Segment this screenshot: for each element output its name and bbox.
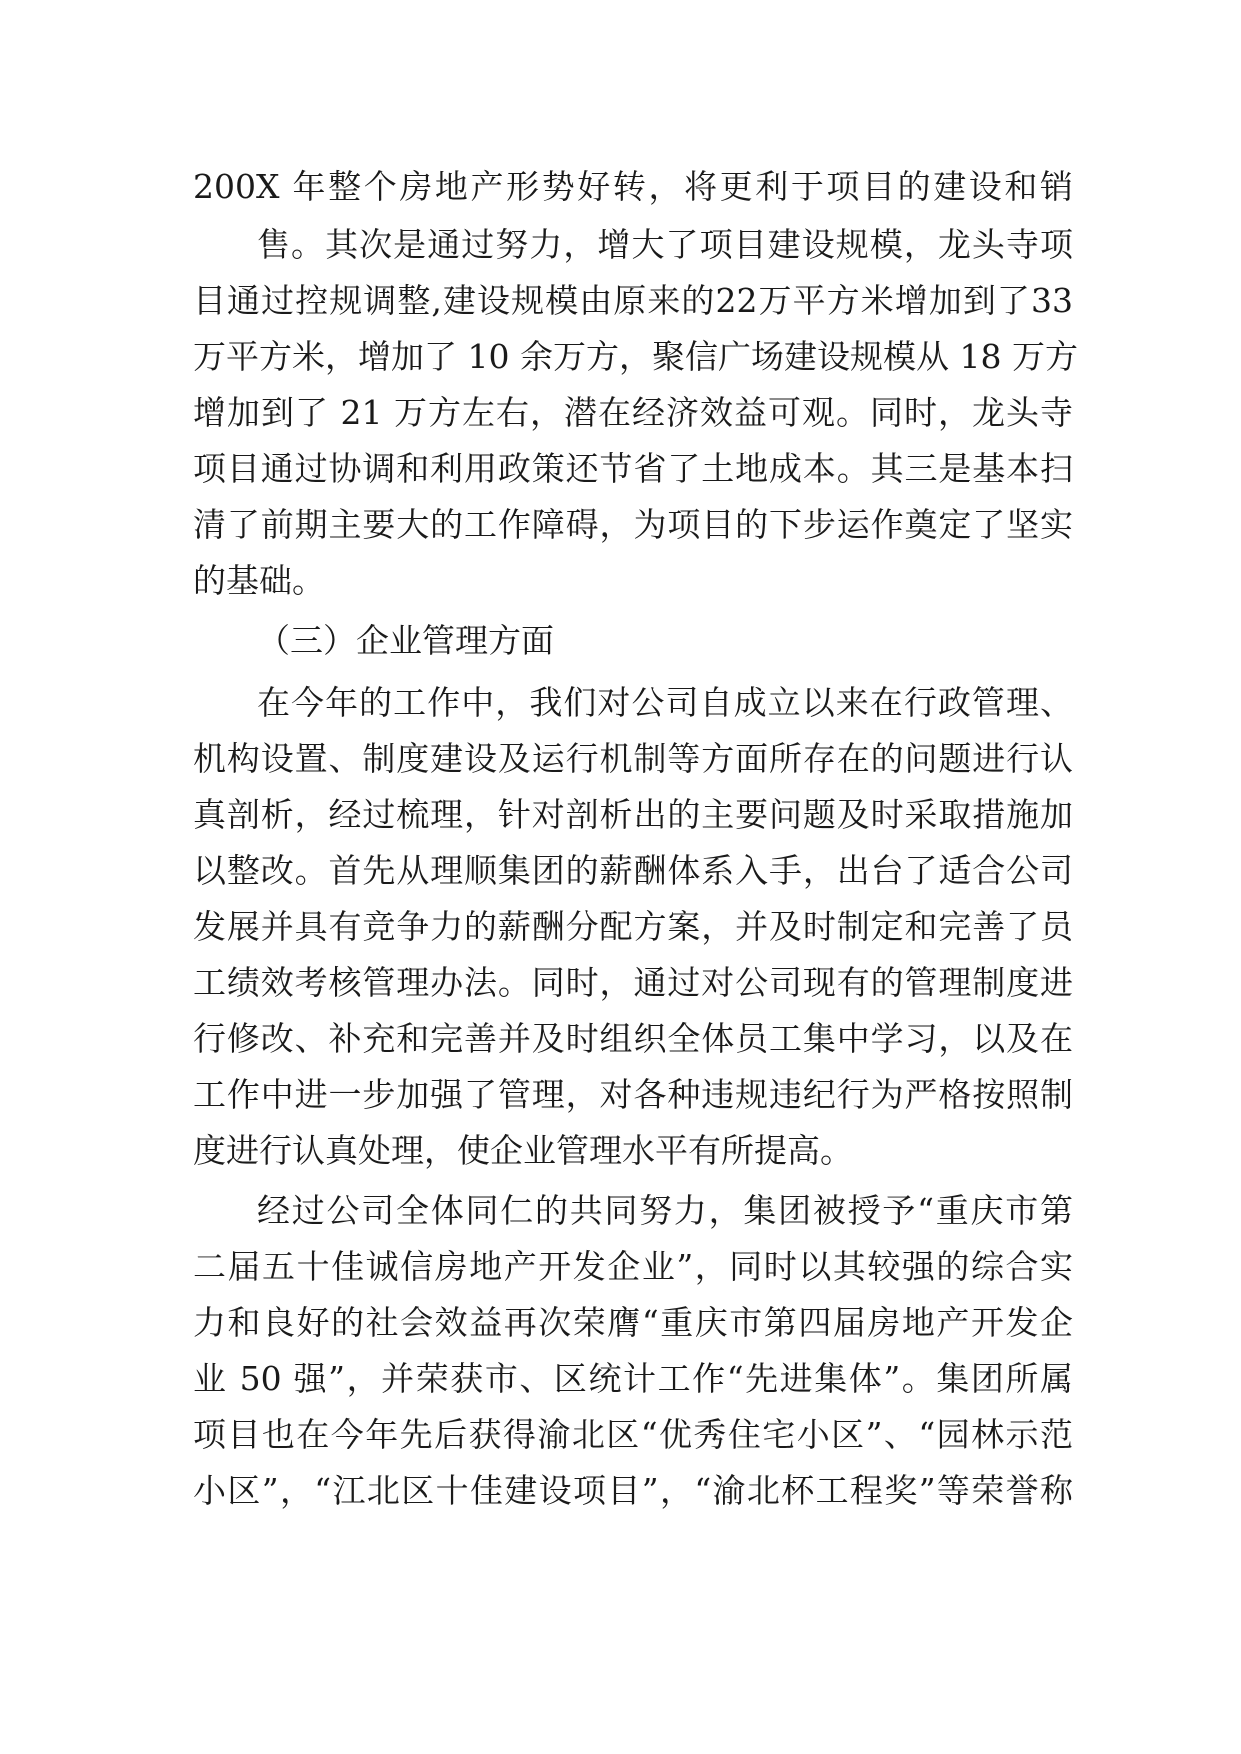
paragraph-line: 经过公司全体同仁的共同努力，集团被授予“重庆市第 bbox=[257, 1191, 1073, 1230]
paragraph-line: 项目通过协调和利用政策还节省了土地成本。其三是基本扫 bbox=[193, 449, 1073, 488]
paragraph-line: 增加到了 21 万方左右，潜在经济效益可观。同时，龙头寺 bbox=[193, 393, 1073, 432]
paragraph-line: 业 50 强”，并荣获市、区统计工作“先进集体”。集团所属 bbox=[193, 1359, 1073, 1398]
paragraph-line: 真剖析，经过梳理，针对剖析出的主要问题及时采取措施加 bbox=[193, 795, 1073, 834]
paragraph-line: 机构设置、制度建设及运行机制等方面所存在的问题进行认 bbox=[193, 739, 1073, 778]
paragraph-line: 小区”，“江北区十佳建设项目”，“渝北杯工程奖”等荣誉称 bbox=[193, 1471, 1073, 1510]
paragraph-line: 的基础。 bbox=[193, 561, 325, 600]
paragraph-line: 售。其次是通过努力，增大了项目建设规模，龙头寺项 bbox=[257, 225, 1073, 264]
paragraph-line: 以整改。首先从理顺集团的薪酬体系入手，出台了适合公司 bbox=[193, 851, 1073, 890]
paragraph-line: 清了前期主要大的工作障碍，为项目的下步运作奠定了坚实 bbox=[193, 505, 1073, 544]
paragraph-line: 度进行认真处理，使企业管理水平有所提高。 bbox=[193, 1131, 853, 1170]
paragraph-line: 200X 年整个房地产形势好转，将更利于项目的建设和销 bbox=[193, 167, 1073, 206]
paragraph-line: 万平方米，增加了 10 余万方，聚信广场建设规模从 18 万方 bbox=[193, 337, 1078, 376]
paragraph-line: 发展并具有竞争力的薪酬分配方案，并及时制定和完善了员 bbox=[193, 907, 1073, 946]
paragraph-line: 项目也在今年先后获得渝北区“优秀住宅小区”、“园林示范 bbox=[193, 1415, 1073, 1454]
paragraph-line: 目通过控规调整,建设规模由原来的22万平方米增加到了33 bbox=[193, 281, 1073, 320]
paragraph-line: 工作中进一步加强了管理，对各种违规违纪行为严格按照制 bbox=[193, 1075, 1073, 1114]
section-heading: （三）企业管理方面 bbox=[257, 621, 554, 660]
paragraph-line: 在今年的工作中，我们对公司自成立以来在行政管理、 bbox=[257, 683, 1073, 722]
paragraph-line: 二届五十佳诚信房地产开发企业”，同时以其较强的综合实 bbox=[193, 1247, 1073, 1286]
paragraph-line: 行修改、补充和完善并及时组织全体员工集中学习，以及在 bbox=[193, 1019, 1073, 1058]
paragraph-line: 工绩效考核管理办法。同时，通过对公司现有的管理制度进 bbox=[193, 963, 1073, 1002]
paragraph-line: 力和良好的社会效益再次荣膺“重庆市第四届房地产开发企 bbox=[193, 1303, 1073, 1342]
